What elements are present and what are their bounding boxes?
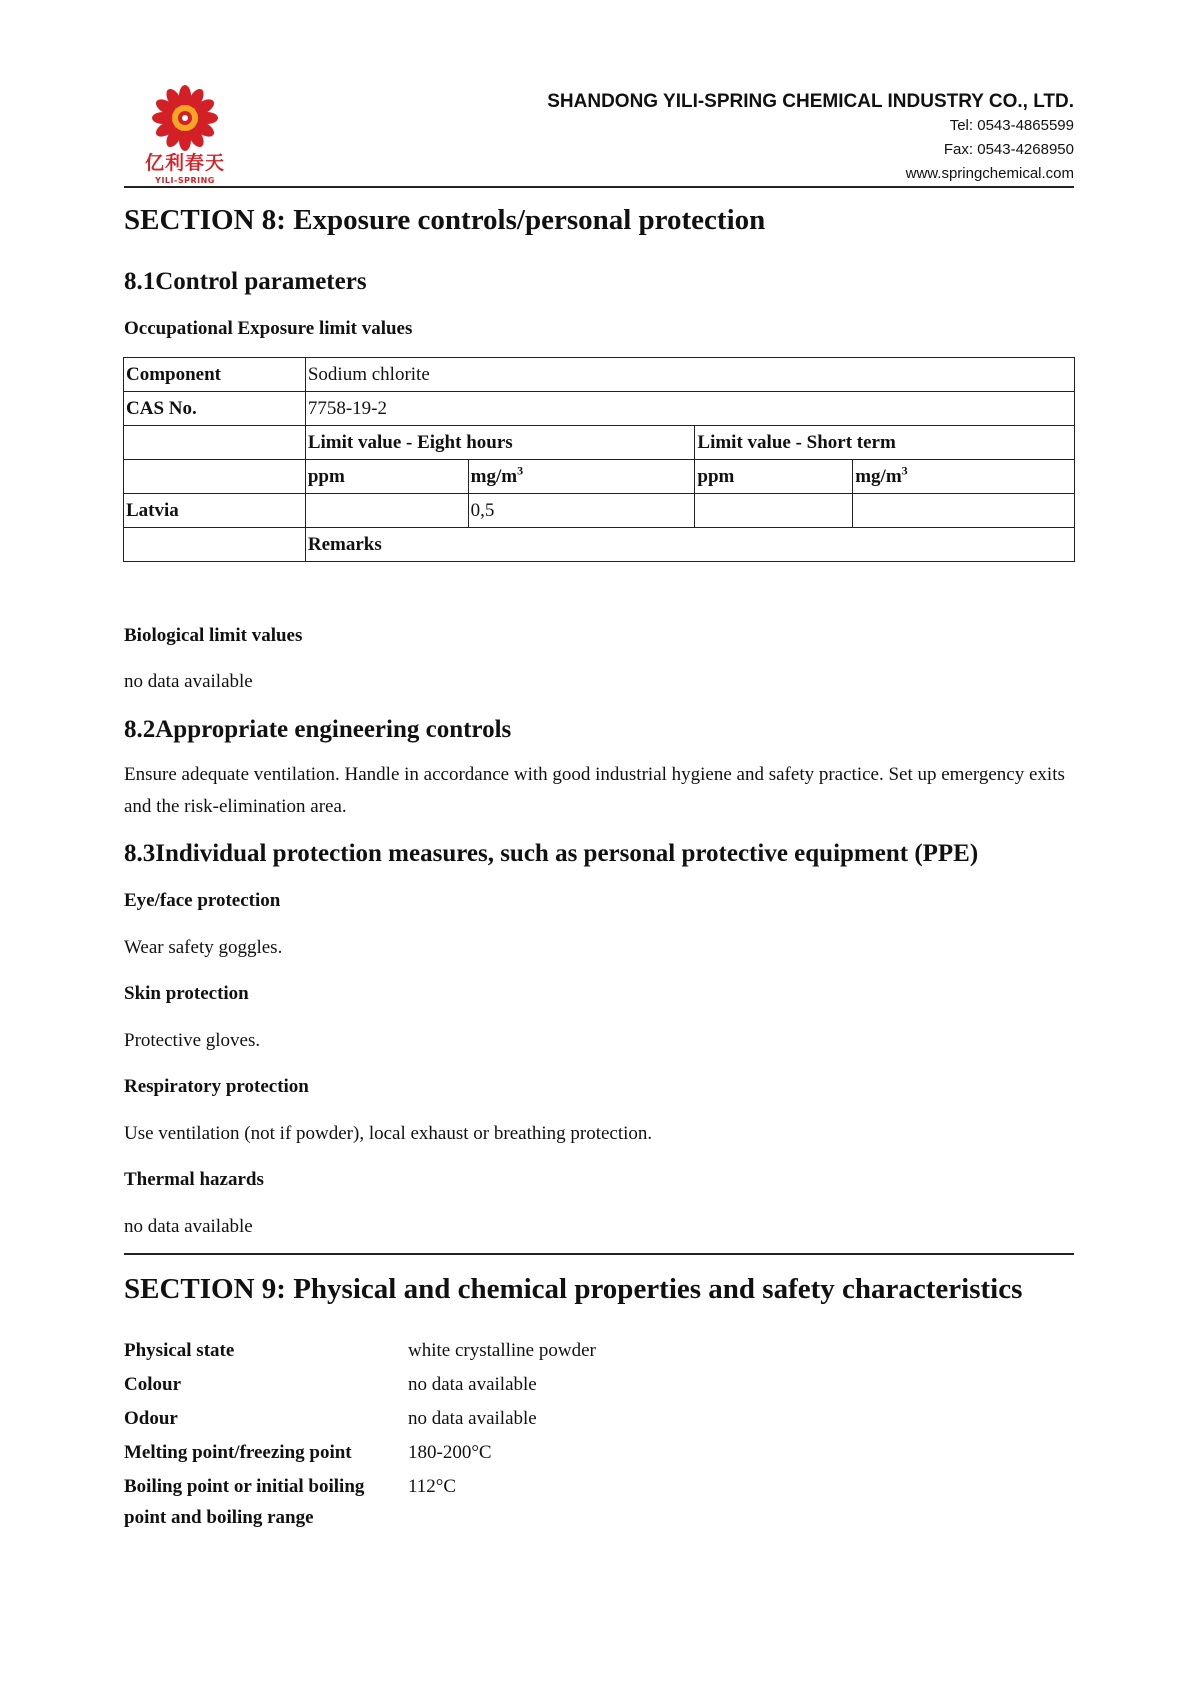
section-8-title: SECTION 8: Exposure controls/personal protection xyxy=(124,204,766,236)
mgm3-header xyxy=(853,460,1075,494)
mgm3-header xyxy=(468,460,695,494)
company-tel: Tel: 0543-4865599 xyxy=(949,117,1074,134)
remarks-label: Remarks xyxy=(305,528,1074,562)
eye-protection-label: Eye/face protection xyxy=(124,890,281,911)
exposure-limits-table xyxy=(123,357,1075,562)
thermal-hazards-value: no data available xyxy=(124,1216,253,1237)
country-latvia: Latvia xyxy=(124,494,306,528)
property-value: 112°C xyxy=(408,1476,457,1497)
logo-chinese-text: 亿利春天 xyxy=(144,152,225,174)
company-logo xyxy=(140,84,230,186)
ppm-header: ppm xyxy=(695,460,853,494)
property-value: white crystalline powder xyxy=(408,1340,596,1361)
subsection-8-2-title: 8.2Appropriate engineering controls xyxy=(124,716,512,743)
skin-protection-value: Protective gloves. xyxy=(124,1030,261,1051)
property-value: 180-200°C xyxy=(408,1442,492,1463)
cas-label: CAS No. xyxy=(124,392,306,426)
respiratory-protection-value: Use ventilation (not if powder), local exhaust or breathing protection. xyxy=(124,1123,653,1144)
mgm-unit-exponent: 3 xyxy=(517,463,524,478)
table-row xyxy=(124,426,1075,460)
company-fax: Fax: 0543-4268950 xyxy=(943,141,1074,158)
latvia-eight-ppm xyxy=(305,494,468,528)
table-row xyxy=(124,358,1075,392)
subsection-8-1-title: 8.1Control parameters xyxy=(124,268,367,295)
header-divider xyxy=(124,186,1074,188)
engineering-controls-text: Ensure adequate ventilation. Handle in accordance with good industrial hygiene and safety practice. Set up emergency exits and the risk-elimination area. xyxy=(124,764,1065,817)
property-label: Physical state xyxy=(124,1340,235,1361)
sunflower-logo-icon xyxy=(140,84,230,154)
property-label: Boiling point or initial boiling point and boiling range xyxy=(124,1476,365,1528)
component-label: Component xyxy=(124,358,306,392)
latvia-short-ppm xyxy=(695,494,853,528)
table-row xyxy=(124,528,1075,562)
thermal-hazards-label: Thermal hazards xyxy=(124,1169,264,1190)
property-label: Melting point/freezing point xyxy=(124,1442,352,1463)
skin-protection-label: Skin protection xyxy=(124,983,249,1004)
mgm-unit: mg/m xyxy=(470,465,518,487)
ppm-header: ppm xyxy=(305,460,468,494)
limit-eight-hours-header: Limit value - Eight hours xyxy=(305,426,695,460)
table-row xyxy=(124,392,1075,426)
property-label: Colour xyxy=(124,1374,181,1395)
table-row xyxy=(124,460,1075,494)
page-header xyxy=(124,80,1074,186)
limit-short-term-header: Limit value - Short term xyxy=(695,426,1075,460)
oel-label: Occupational Exposure limit values xyxy=(124,318,413,339)
table-cell-empty xyxy=(124,460,306,494)
table-cell-empty xyxy=(124,426,306,460)
subsection-8-3-title: 8.3Individual protection measures, such as personal protective equipment (PPE) xyxy=(124,840,979,867)
latvia-eight-mg: 0,5 xyxy=(468,494,695,528)
latvia-short-mg xyxy=(853,494,1075,528)
property-value: no data available xyxy=(408,1374,537,1395)
section-9-title: SECTION 9: Physical and chemical properties and safety characteristics xyxy=(124,1273,1023,1305)
mgm-unit-exponent: 3 xyxy=(901,463,908,478)
property-label: Odour xyxy=(124,1408,178,1429)
eye-protection-value: Wear safety goggles. xyxy=(124,937,283,958)
biological-limits-value: no data available xyxy=(124,671,253,692)
component-value: Sodium chlorite xyxy=(305,358,1074,392)
cas-value: 7758-19-2 xyxy=(305,392,1074,426)
property-value: no data available xyxy=(408,1408,537,1429)
logo-english-text: YILI-SPRING xyxy=(155,176,215,185)
company-info xyxy=(547,90,1074,186)
company-website: www.springchemical.com xyxy=(905,165,1074,182)
respiratory-protection-label: Respiratory protection xyxy=(124,1076,309,1097)
table-row xyxy=(124,494,1075,528)
mgm-unit: mg/m xyxy=(855,465,902,487)
section-divider xyxy=(124,1253,1074,1255)
biological-limits-label: Biological limit values xyxy=(124,625,303,646)
company-name: SHANDONG YILI-SPRING CHEMICAL INDUSTRY CO., LTD. xyxy=(547,91,1074,112)
table-cell-empty xyxy=(124,528,306,562)
